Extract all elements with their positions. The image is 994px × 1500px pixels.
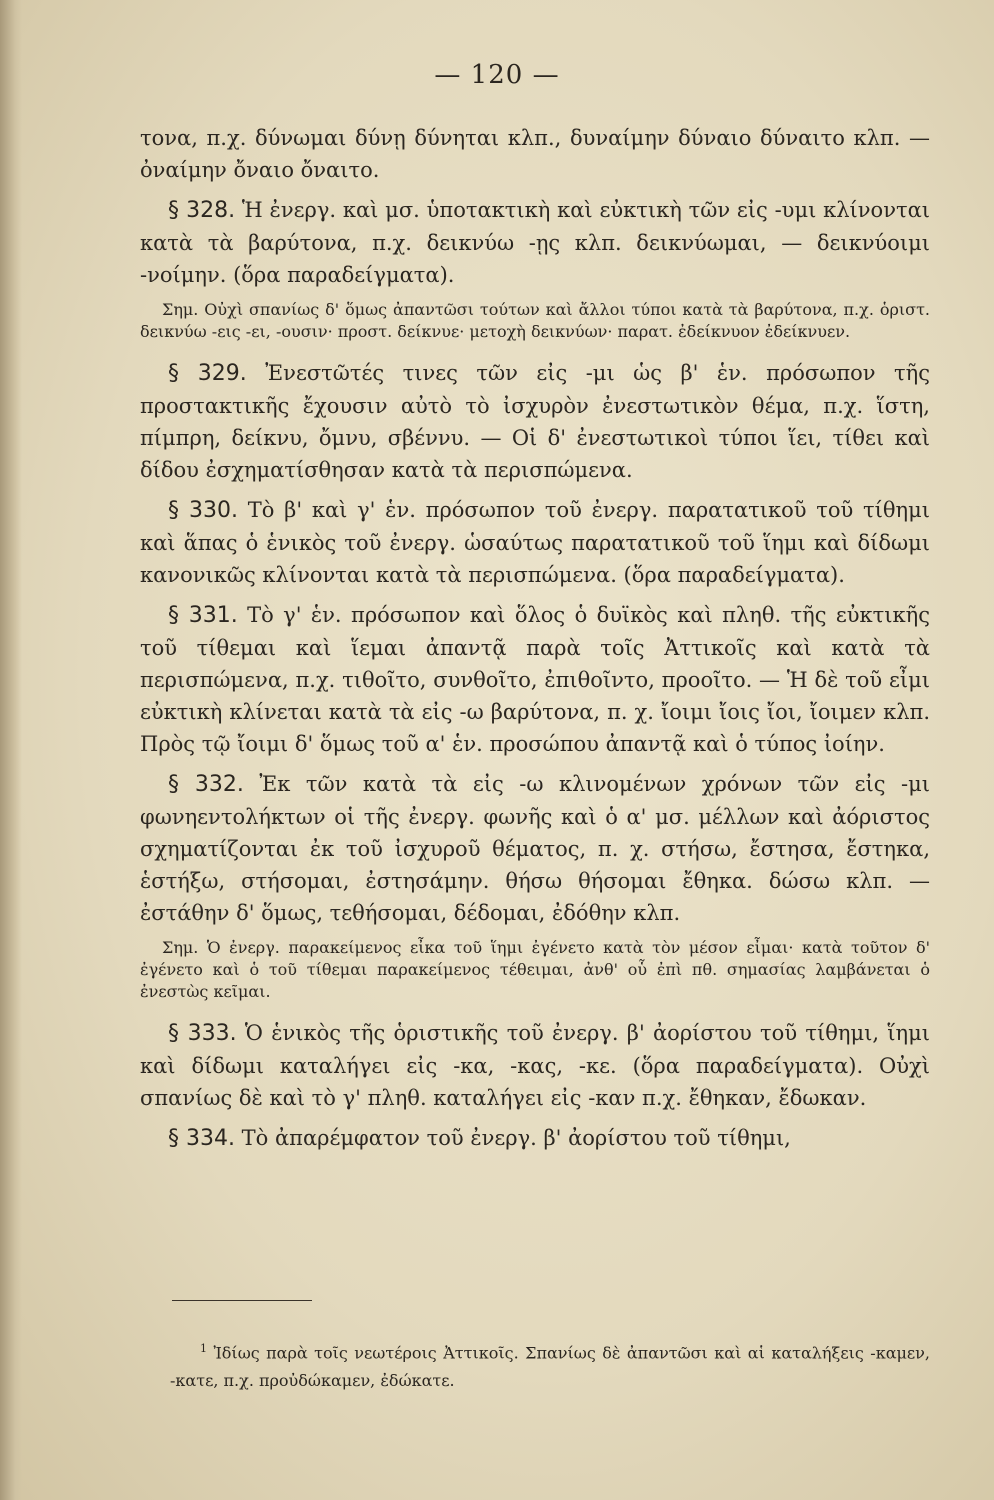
paragraph-328 (140, 194, 930, 291)
section-number: § 330. (168, 498, 239, 523)
section-number: § 331. (168, 603, 238, 628)
note-328 (140, 299, 930, 343)
footnote-rule (172, 1300, 312, 1301)
paragraph-text: Ἐνεστῶτές τινες τῶν εἰς -μι ὡς β' ἑν. πρόσωπον τῆς προστακτικῆς ἔχουσιν αὐτὸ τὸ ἰσχυρὸν ἐνεστωτικὸν θέμα, π.χ. ἵστη, πίμπρη, δείκνυ, ὄμνυ, σβέννυ. — Οἱ δ' ἐνεστωτικοὶ τύποι ἵει, τίθει καὶ δίδου ἐσχηματίσθησαν κατὰ τὰ περισπώμενα. (140, 361, 930, 482)
section-number: § 329. (168, 361, 247, 386)
note-text: Σημ. Ὁ ἐνεργ. παρακείμενος εἶκα τοῦ ἵημι ἐγένετο κατὰ τὸν μέσον εἶμαι· κατὰ τοῦτον δ' ἐγένετο καὶ ὁ τοῦ τίθεμαι παρακείμενος τέθειμαι, ἀνθ' οὗ ἐπὶ πθ. σημασίας λαμβάνεται ὁ ἐνεστὼς κεῖμαι. (140, 938, 930, 1001)
book-spine-shadow (0, 0, 22, 1500)
paragraph-334 (140, 1122, 930, 1155)
footnote (170, 1335, 930, 1395)
paragraph-continuation (140, 122, 930, 186)
paragraph-331 (140, 599, 930, 760)
paragraph-329 (140, 357, 930, 486)
section-number: § 334. (168, 1126, 235, 1151)
paragraph-text: Ὁ ἑνικὸς τῆς ὁριστικῆς τοῦ ἐνεργ. β' ἀορίστου τοῦ τίθημι, ἵημι καὶ δίδωμι καταλήγει εἰς -κα, -κας, -κε. (ὅρα παραδείγματα). Οὐχὶ σπανίως δὲ καὶ τὸ γ' πληθ. καταλήγει εἰς -καν π.χ. ἔθηκαν, ἔδωκαν. (140, 1021, 930, 1110)
footnote-mark: 1 (200, 1342, 207, 1355)
paragraph-text: τονα, π.χ. δύνωμαι δύνῃ δύνηται κλπ., δυναίμην δύναιο δύναιτο κλπ. — ὀναίμην ὄναιο ὄναιτο. (140, 126, 930, 182)
paragraph-text: Ἐκ τῶν κατὰ τὰ εἰς -ω κλινομένων χρόνων τῶν εἰς -μι φωνηεντολήκτων οἱ τῆς ἐνεργ. φωνῆς καὶ ὁ α' μσ. μέλλων καὶ ἀόριστος σχηματίζονται ἐκ τοῦ ἰσχυροῦ θέματος, π. χ. στήσω, ἔστησα, ἔστηκα, ἑστήξω, στήσομαι, ἐστησάμην. θήσω θήσομαι ἔθηκα. δώσω κλπ. — ἐστάθην δ' ὅμως, τεθήσομαι, δέδομαι, ἐδόθην κλπ. (140, 772, 930, 925)
section-number: § 328. (168, 198, 236, 223)
paragraph-text: Ἡ ἐνεργ. καὶ μσ. ὑποτακτικὴ καὶ εὐκτικὴ τῶν εἰς -υμι κλίνονται κατὰ τὰ βαρύτονα, π.χ. δεικνύω -ῃς κλπ. δεικνύωμαι, — δεικνύοιμι -νοίμην. (ὅρα παραδείγματα). (140, 198, 930, 287)
paragraph-330 (140, 494, 930, 591)
paragraph-332 (140, 768, 930, 929)
page-number: — 120 — (434, 60, 560, 90)
paragraph-333 (140, 1017, 930, 1114)
text-body (140, 122, 930, 1163)
paragraph-text: Τὸ γ' ἑν. πρόσωπον καὶ ὅλος ὁ δυϊκὸς καὶ πληθ. τῆς εὐκτικῆς τοῦ τίθεμαι καὶ ἵεμαι ἀπαντᾷ παρὰ τοῖς Ἀττικοῖς καὶ κατὰ τὰ περισπώμενα, π.χ. τιθοῖτο, συνθοῖτο, ἐπιθοῖντο, προοῖτο. — Ἡ δὲ τοῦ εἶμι εὐκτικὴ κλίνεται κατὰ τὰ εἰς -ω βαρύτονα, π. χ. ἴοιμι ἴοις ἴοι, ἴοιμεν κλπ. Πρὸς τῷ ἴοιμι δ' ὅμως τοῦ α' ἑν. προσώπου ἀπαντᾷ καὶ ὁ τύπος ἰοίην. (140, 603, 930, 756)
section-number: § 333. (168, 1021, 237, 1046)
note-332 (140, 937, 930, 1003)
paragraph-text: Τὸ β' καὶ γ' ἑν. πρόσωπον τοῦ ἐνεργ. παρατατικοῦ τοῦ τίθημι καὶ ἅπας ὁ ἑνικὸς τοῦ ἐνεργ. ὡσαύτως παρατατικοῦ τοῦ ἵημι καὶ δίδωμι κανονικῶς κλίνονται κατὰ τὰ περισπώμενα. (ὅρα παραδείγματα). (140, 498, 930, 587)
section-number: § 332. (168, 772, 244, 797)
footnote-text: Ἰδίως παρὰ τοῖς νεωτέροις Ἀττικοῖς. Σπανίως δὲ ἀπαντῶσι καὶ αἱ καταλήξεις -καμεν, -κατε, π.χ. προὐδώκαμεν, ἐδώκατε. (170, 1343, 930, 1391)
paragraph-text: Τὸ ἀπαρέμφατον τοῦ ἐνεργ. β' ἀορίστου τοῦ τίθημι, (241, 1126, 791, 1150)
note-text: Σημ. Οὐχὶ σπανίως δ' ὅμως ἀπαντῶσι τούτων καὶ ἄλλοι τύποι κατὰ τὰ βαρύτονα, π.χ. ὁριστ. δεικνύω -εις -ει, -ουσιν· προστ. δείκνυε· μετοχὴ δεικνύων· παρατ. ἐδείκνυον ἐδείκνυεν. (140, 300, 930, 341)
